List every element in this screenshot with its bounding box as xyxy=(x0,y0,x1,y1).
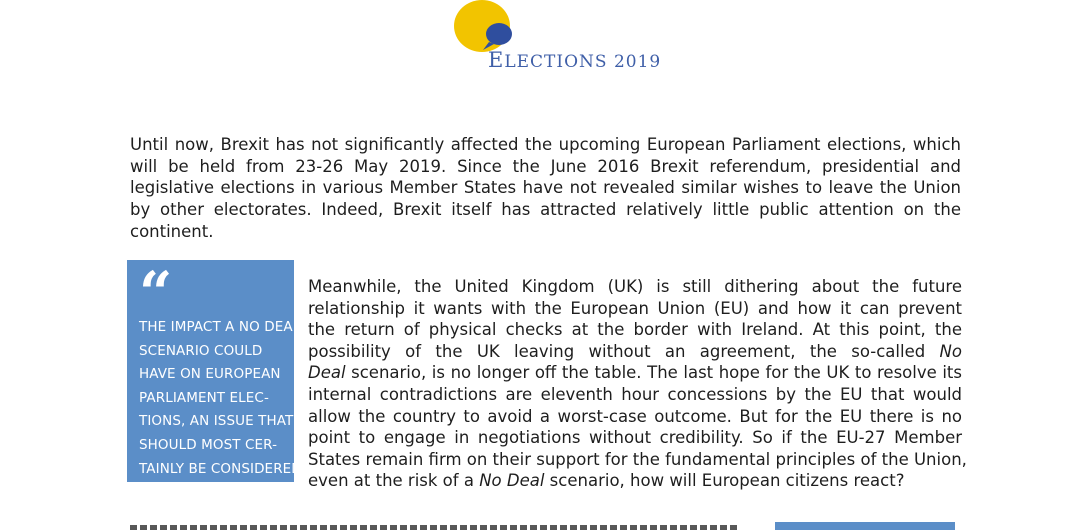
logo-wordmark: LECTIONS 2019 xyxy=(504,52,662,72)
main-line: internal contradictions are eleventh hour concessions by the EU that would xyxy=(308,384,962,404)
main-line: allow the country to avoid a worst-case outcome. But for the EU there is no xyxy=(308,406,962,426)
blue-bubble xyxy=(486,23,512,45)
main-line-italic: No xyxy=(939,341,962,361)
elections-2019-logo xyxy=(452,0,662,75)
main-line: the return of physical checks at the border with Ireland. At this point, the xyxy=(308,320,962,340)
main-line-italic: Deal xyxy=(308,363,346,383)
main-line: States remain firm on their support for the fundamental principles of the Union, xyxy=(308,449,967,469)
logo-initial: E xyxy=(488,48,505,72)
main-line: relationship it wants with the European Union (EU) and how it can prevent xyxy=(308,298,962,318)
pull-quote-line: PARLIAMENT ELEC- xyxy=(139,389,269,406)
main-line-italic: No Deal xyxy=(479,471,545,491)
main-line: point to engage in negotiations without credibility. So if the EU-27 Member xyxy=(308,428,962,448)
quote-mark-icon: “ xyxy=(139,259,173,327)
main-line-text: possibility of the UK leaving without an agreement, the so-called xyxy=(308,341,926,361)
main-line xyxy=(308,341,962,363)
pull-quote-line: TIONS, AN ISSUE THAT xyxy=(139,413,294,430)
main-line xyxy=(308,362,962,384)
pull-quote-line: SCENARIO COULD xyxy=(139,342,263,359)
main-line xyxy=(308,470,962,492)
main-line-text: scenario, how will European citizens react? xyxy=(544,471,905,491)
intro-paragraph: Until now, Brexit has not significantly affected the upcoming European Parliament elections, which will be held from 23-26 May 2019. Since the June 2016 Brexit referendum, presidential and legislative elections in various Member States have not revealed similar wishes to leave the Union by other electorates. Indeed, Brexit itself has attracted relatively little public attention on the continent. xyxy=(130,135,961,241)
main-line: Meanwhile, the United Kingdom (UK) is still dithering about the future xyxy=(308,277,962,296)
pull-quote-line: THE IMPACT A NO DEAL xyxy=(139,319,301,335)
pull-quote-line: HAVE ON EUROPEAN xyxy=(139,366,281,383)
main-paragraph xyxy=(308,276,967,492)
pull-quote-line: TAINLY BE CONSIDERED xyxy=(139,460,302,477)
cut-off-blue-box xyxy=(775,522,955,530)
pull-quote-text xyxy=(139,316,302,481)
pull-quote-line: SHOULD MOST CER- xyxy=(139,436,278,453)
cut-off-text-glyphs xyxy=(130,525,740,530)
main-line-text: even at the risk of a xyxy=(308,471,480,491)
cut-off-paragraph xyxy=(130,518,740,530)
main-line-text: scenario, is no longer off the table. The last hope for the UK to resolve its xyxy=(345,363,962,383)
pull-quote xyxy=(127,259,302,482)
logo-text xyxy=(488,48,661,72)
